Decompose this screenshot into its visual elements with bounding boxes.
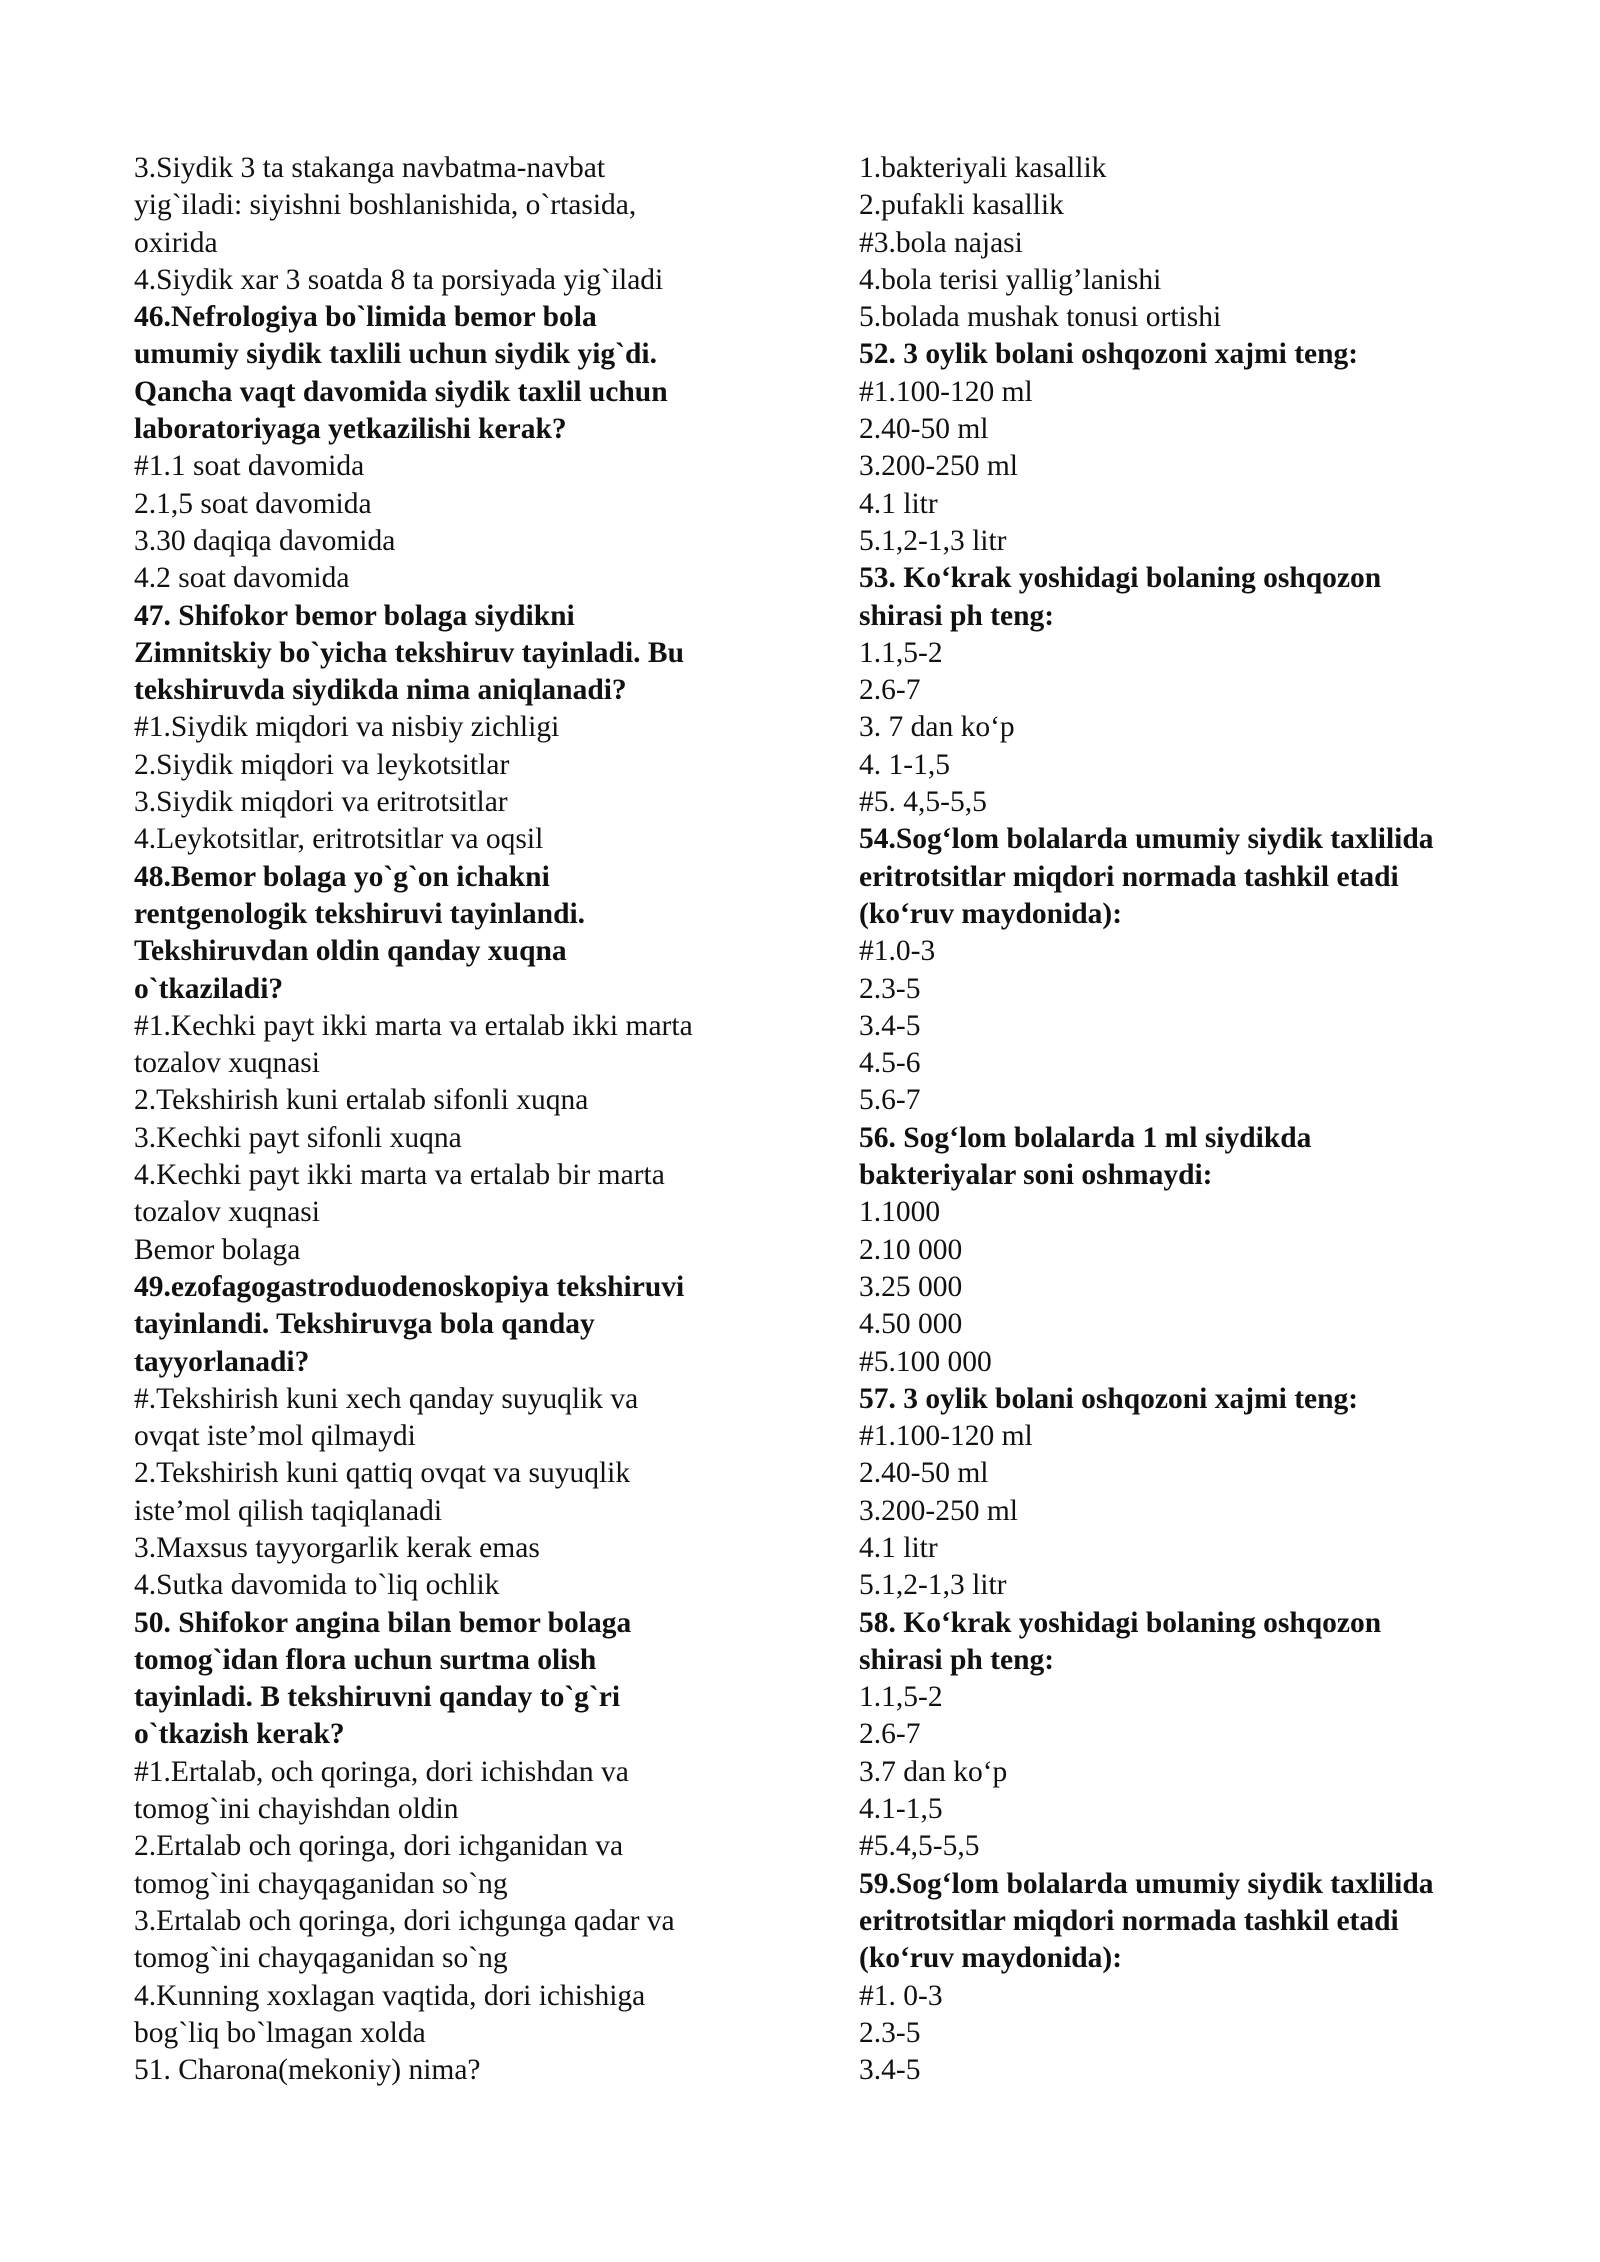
answer-text-line: 3.Maxsus tayyorgarlik kerak emas bbox=[134, 1531, 540, 1564]
answer-text-line: 3.4-5 bbox=[859, 2054, 921, 2087]
question-text-line: tayinlandi. Tekshiruvga bola qanday bbox=[134, 1308, 595, 1341]
answer-text-line: Bemor bolaga bbox=[134, 1233, 301, 1266]
question-text-line: 57. 3 oylik bolani oshqozoni xajmi teng: bbox=[859, 1382, 1359, 1415]
question-text-line: (ko‘ruv maydonida): bbox=[859, 1942, 1123, 1975]
answer-text-line: 2.Tekshirish kuni qattiq ovqat va suyuqlik bbox=[134, 1457, 631, 1490]
question-text-line: shirasi ph teng: bbox=[859, 1643, 1055, 1676]
answer-text-line: oxirida bbox=[134, 226, 218, 259]
answer-text-line: 1.1,5-2 bbox=[859, 1681, 943, 1714]
question-text-line: 58. Ko‘krak yoshidagi bolaning oshqozon bbox=[859, 1606, 1382, 1639]
right-column bbox=[859, 150, 1519, 2089]
answer-text-line: #1.Siydik miqdori va nisbiy zichligi bbox=[134, 711, 560, 744]
question-text-line: 50. Shifokor angina bilan bemor bolaga bbox=[134, 1606, 632, 1639]
answer-text-line: 2.10 000 bbox=[859, 1233, 963, 1266]
answer-text-line: iste’mol qilish taqiqlanadi bbox=[134, 1494, 443, 1527]
answer-text-line: 4.1 litr bbox=[859, 487, 938, 520]
question-text-line: tayinladi. B tekshiruvni qanday to`g`ri bbox=[134, 1681, 621, 1714]
answer-text-line: 2.Siydik miqdori va leykotsitlar bbox=[134, 748, 510, 781]
answer-text-line: #5.100 000 bbox=[859, 1345, 992, 1378]
answer-text-line: 2.3-5 bbox=[859, 972, 921, 1005]
answer-text-line: tozalov xuqnasi bbox=[134, 1047, 320, 1080]
answer-text-line: 3.Siydik miqdori va eritrotsitlar bbox=[134, 786, 508, 819]
answer-text-line: #.Tekshirish kuni xech qanday suyuqlik va bbox=[134, 1382, 639, 1415]
answer-text-line: yig`iladi: siyishni boshlanishida, o`rtasida, bbox=[134, 189, 637, 222]
answer-text-line: 3.Ertalab och qoringa, dori ichgunga qadar va bbox=[134, 1904, 675, 1937]
answer-text-line: 5.bolada mushak tonusi ortishi bbox=[859, 301, 1222, 334]
answer-text-line: 1.1000 bbox=[859, 1196, 941, 1229]
answer-text-line: 5.6-7 bbox=[859, 1084, 921, 1117]
answer-text-line: 4.1-1,5 bbox=[859, 1793, 943, 1826]
answer-text-line: #1.0-3 bbox=[859, 935, 936, 968]
question-text-line: tekshiruvda siydikda nima aniqlanadi? bbox=[134, 674, 627, 707]
answer-text-line: ovqat iste’mol qilmaydi bbox=[134, 1420, 416, 1453]
question-text-line: o`tkazish kerak? bbox=[134, 1718, 345, 1751]
answer-text-line: 4.5-6 bbox=[859, 1047, 921, 1080]
answer-text-line: #3.bola najasi bbox=[859, 226, 1023, 259]
question-text-line: 47. Shifokor bemor bolaga siydikni bbox=[134, 599, 575, 632]
answer-text-line: bog`liq bo`lmagan xolda bbox=[134, 2016, 426, 2049]
question-text-line: 53. Ko‘krak yoshidagi bolaning oshqozon bbox=[859, 562, 1382, 595]
question-text-line: eritrotsitlar miqdori normada tashkil etadi bbox=[859, 1904, 1399, 1937]
answer-text-line: 3. 7 dan ko‘p bbox=[859, 711, 1015, 744]
answer-text-line: #1.1 soat davomida bbox=[134, 450, 365, 483]
answer-text-line: 5.1,2-1,3 litr bbox=[859, 1569, 1007, 1602]
question-text-line: 59.Sog‘lom bolalarda umumiy siydik taxlilida bbox=[859, 1867, 1434, 1900]
question-text-line: 52. 3 oylik bolani oshqozoni xajmi teng: bbox=[859, 338, 1359, 371]
question-text-line: (ko‘ruv maydonida): bbox=[859, 897, 1123, 930]
answer-text-line: tomog`ini chayqaganidan so`ng bbox=[134, 1867, 508, 1900]
answer-text-line: 4.1 litr bbox=[859, 1531, 938, 1564]
question-text-line: tayyorlanadi? bbox=[134, 1345, 310, 1378]
answer-text-line: 3.Kechki payt sifonli xuqna bbox=[134, 1121, 462, 1154]
question-text-line: eritrotsitlar miqdori normada tashkil etadi bbox=[859, 860, 1399, 893]
answer-text-line: 2.3-5 bbox=[859, 2016, 921, 2049]
answer-text-line: 5.1,2-1,3 litr bbox=[859, 524, 1007, 557]
answer-text-line: 3.7 dan ko‘p bbox=[859, 1755, 1008, 1788]
answer-text-line: 3.Siydik 3 ta stakanga navbatma-navbat bbox=[134, 152, 606, 184]
answer-text-line: 4.50 000 bbox=[859, 1308, 963, 1341]
answer-text-line: #1.100-120 ml bbox=[859, 1420, 1033, 1453]
answer-text-line: 2.1,5 soat davomida bbox=[134, 487, 372, 520]
question-text-line: bakteriyalar soni oshmaydi: bbox=[859, 1159, 1213, 1192]
question-text-line: Zimnitskiy bo`yicha tekshiruv tayinladi. Bu bbox=[134, 636, 684, 669]
question-text-line: rentgenologik tekshiruvi tayinlandi. bbox=[134, 897, 586, 930]
answer-text-line: #1.Ertalab, och qoringa, dori ichishdan va bbox=[134, 1755, 629, 1788]
question-text-line: shirasi ph teng: bbox=[859, 599, 1055, 632]
question-text-line: laboratoriyaga yetkazilishi kerak? bbox=[134, 413, 567, 446]
question-text-line: tomog`idan flora uchun surtma olish bbox=[134, 1643, 597, 1676]
answer-text-line: 3.200-250 ml bbox=[859, 450, 1018, 483]
answer-text-line: 2.6-7 bbox=[859, 674, 921, 707]
question-text-line: Qancha vaqt davomida siydik taxlil uchun bbox=[134, 375, 668, 408]
answer-text-line: tomog`ini chayqaganidan so`ng bbox=[134, 1942, 508, 1975]
answer-text-line: tozalov xuqnasi bbox=[134, 1196, 320, 1229]
answer-text-line: 2.pufakli kasallik bbox=[859, 189, 1064, 222]
answer-text-line: 3.4-5 bbox=[859, 1009, 921, 1042]
left-column bbox=[134, 150, 774, 2089]
question-text-line: 49.ezofagogastroduodenoskopiya tekshiruvi bbox=[134, 1270, 685, 1303]
answer-text-line: 2.40-50 ml bbox=[859, 413, 989, 446]
answer-text-line: 4.2 soat davomida bbox=[134, 562, 350, 595]
answer-text-line: #5. 4,5-5,5 bbox=[859, 786, 987, 819]
answer-text-line: #1.Kechki payt ikki marta va ertalab ikki marta bbox=[134, 1009, 693, 1042]
question-text-line: o`tkaziladi? bbox=[134, 972, 284, 1005]
answer-text-line: 2.6-7 bbox=[859, 1718, 921, 1751]
answer-text-line: 4.bola terisi yallig’lanishi bbox=[859, 263, 1162, 296]
answer-text-line: 51. Charona(mekoniy) nima? bbox=[134, 2054, 481, 2087]
answer-text-line: 2.40-50 ml bbox=[859, 1457, 989, 1490]
answer-text-line: 3.200-250 ml bbox=[859, 1494, 1018, 1527]
answer-text-line: #1. 0-3 bbox=[859, 1979, 943, 2012]
answer-text-line: 4.Kechki payt ikki marta va ertalab bir marta bbox=[134, 1159, 665, 1192]
answer-text-line: 4.Sutka davomida to`liq ochlik bbox=[134, 1569, 500, 1602]
answer-text-line: #1.100-120 ml bbox=[859, 375, 1033, 408]
answer-text-line: 4. 1-1,5 bbox=[859, 748, 950, 781]
question-text-line: 54.Sog‘lom bolalarda umumiy siydik taxlilida bbox=[859, 823, 1434, 856]
answer-text-line: #5.4,5-5,5 bbox=[859, 1830, 980, 1863]
answer-text-line: 4.Leykotsitlar, eritrotsitlar va oqsil bbox=[134, 823, 544, 856]
answer-text-line: tomog`ini chayishdan oldin bbox=[134, 1793, 459, 1826]
question-text-line: umumiy siydik taxlili uchun siydik yig`di. bbox=[134, 338, 657, 371]
question-text-line: 46.Nefrologiya bo`limida bemor bola bbox=[134, 301, 597, 334]
answer-text-line: 4.Kunning xoxlagan vaqtida, dori ichishiga bbox=[134, 1979, 646, 2012]
question-text-line: 48.Bemor bolaga yo`g`on ichakni bbox=[134, 860, 550, 893]
question-text-line: 56. Sog‘lom bolalarda 1 ml siydikda bbox=[859, 1121, 1312, 1154]
question-text-line: Tekshiruvdan oldin qanday xuqna bbox=[134, 935, 567, 968]
answer-text-line: 2.Ertalab och qoringa, dori ichganidan va bbox=[134, 1830, 624, 1863]
answer-text-line: 3.30 daqiqa davomida bbox=[134, 524, 396, 557]
answer-text-line: 4.Siydik xar 3 soatda 8 ta porsiyada yig`iladi bbox=[134, 263, 664, 296]
answer-text-line: 3.25 000 bbox=[859, 1270, 963, 1303]
answer-text-line: 1.bakteriyali kasallik bbox=[859, 152, 1107, 184]
answer-text-line: 2.Tekshirish kuni ertalab sifonli xuqna bbox=[134, 1084, 589, 1117]
answer-text-line: 1.1,5-2 bbox=[859, 636, 943, 669]
